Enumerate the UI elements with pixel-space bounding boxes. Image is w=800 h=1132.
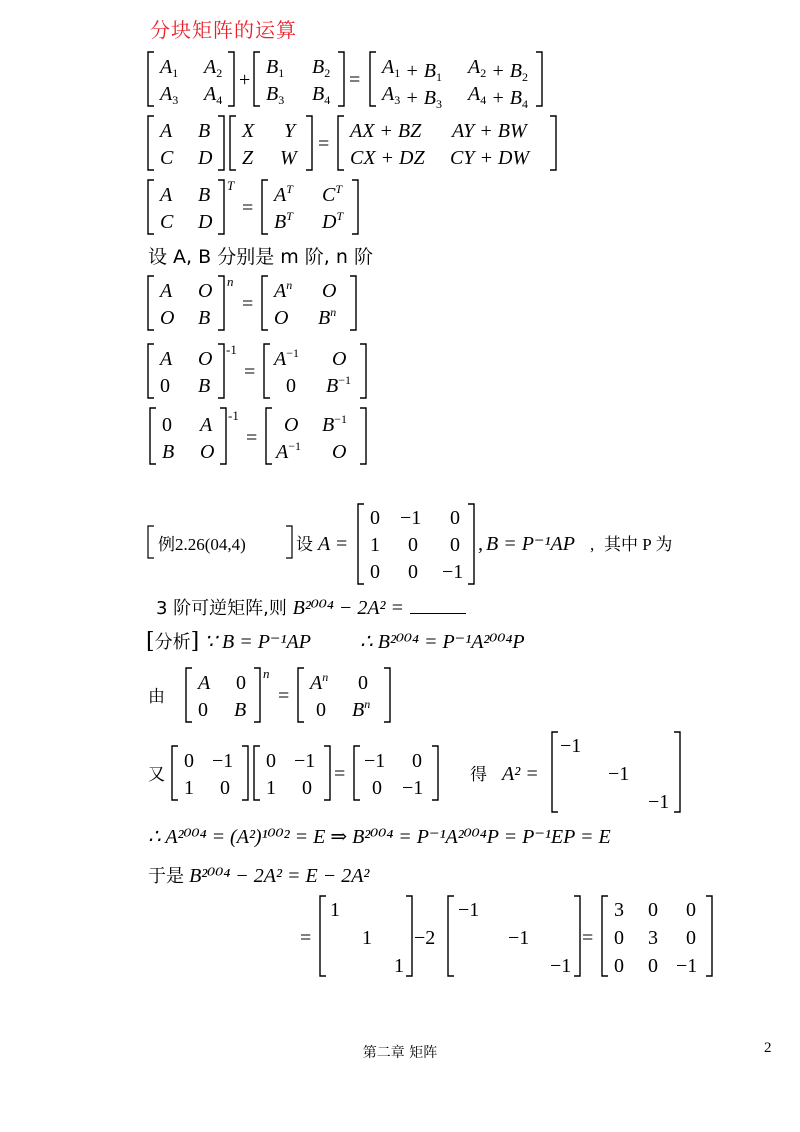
block-inverse-equation-2	[146, 404, 406, 470]
svg-text:T: T	[227, 178, 235, 193]
svg-text:0: 0	[302, 777, 312, 799]
section-title: 分块矩阵的运算	[150, 18, 297, 42]
example-line2: 3 阶可逆矩阵,则 B²⁰⁰⁴ − 2A² =	[156, 594, 466, 620]
svg-text:−1: −1	[550, 955, 572, 977]
block-transpose-equation	[146, 176, 406, 238]
block-multiplication-equation	[146, 112, 566, 174]
svg-text:n: n	[227, 274, 234, 289]
svg-text:AY + BW: AY + BW	[452, 120, 527, 142]
svg-text:B: B	[234, 699, 247, 721]
svg-text:=: =	[300, 927, 312, 949]
order-statement: 设 A, B 分别是 m 阶, n 阶	[148, 246, 373, 268]
page-footer: 第二章 矩阵	[362, 1045, 438, 1061]
svg-text:3: 3	[614, 899, 624, 921]
svg-text:O: O	[274, 307, 289, 329]
matrix-cell: $B_2$	[312, 56, 331, 80]
svg-text:=: =	[336, 533, 348, 555]
svg-text:0: 0	[648, 955, 658, 977]
svg-text:由: 由	[148, 687, 165, 706]
svg-text:O: O	[198, 280, 213, 302]
svg-text:1: 1	[266, 777, 276, 799]
analysis-line: [分析] ∵ B = P⁻¹AP ∴ B²⁰⁰⁴ = P⁻¹A²⁰⁰⁴P	[146, 629, 525, 654]
svg-text:=: =	[242, 197, 254, 219]
svg-text:0: 0	[614, 927, 624, 949]
svg-text:D: D	[198, 211, 213, 233]
svg-text:A: A	[318, 533, 331, 555]
svg-text:0: 0	[358, 672, 368, 694]
svg-text:0: 0	[184, 750, 194, 772]
svg-text:D: D	[198, 147, 213, 169]
svg-text:其中 P 为: 其中 P 为	[604, 535, 673, 554]
svg-text:0: 0	[686, 927, 696, 949]
svg-text:BT: $B^T$	[274, 209, 293, 233]
svg-text:0: 0	[412, 750, 422, 772]
matrix-cell: $A_1 + B_1$	[382, 56, 442, 84]
svg-text:0: 0	[370, 561, 380, 583]
svg-text:B−1: $B^{-1}$	[322, 412, 347, 436]
svg-text:Y: Y	[284, 120, 296, 142]
svg-text:1: 1	[370, 534, 380, 556]
also-equation	[146, 730, 706, 816]
svg-text:1: 1	[394, 955, 404, 977]
svg-text:B−1: $B^{-1}$	[326, 373, 351, 397]
svg-text:O: O	[322, 280, 337, 302]
example-statement	[146, 500, 706, 590]
svg-text:1: 1	[184, 777, 194, 799]
block-addition-equation	[146, 48, 566, 110]
svg-text:,: ,	[590, 535, 595, 554]
svg-text:+: +	[239, 69, 251, 91]
svg-text:A: A	[160, 280, 173, 302]
svg-text:AX + BZ: AX + BZ	[350, 120, 422, 142]
svg-text:−1: −1	[402, 777, 424, 799]
svg-text:An: $A^n$	[274, 278, 293, 302]
svg-text:0: 0	[648, 899, 658, 921]
svg-text:B: B	[162, 441, 175, 463]
svg-text:A² =: A² =	[502, 763, 539, 785]
svg-text:A−1: $A^{-1}$	[276, 439, 301, 463]
svg-text:C: C	[160, 211, 174, 233]
svg-text:=: =	[246, 427, 258, 449]
svg-text:Z: Z	[242, 147, 254, 169]
svg-text:A: A	[160, 348, 173, 370]
svg-text:CT: $C^T$	[322, 182, 343, 206]
svg-text:O: O	[332, 348, 347, 370]
svg-text:X: X	[242, 120, 255, 142]
svg-text:CX + DZ: CX + DZ	[350, 147, 425, 169]
svg-text:Bn: $B^n$	[318, 305, 337, 329]
svg-text:n: n	[263, 666, 270, 681]
svg-text:O: O	[332, 441, 347, 463]
svg-text:B: B	[198, 120, 211, 142]
svg-text:−1: −1	[364, 750, 386, 772]
final-equation	[146, 894, 726, 980]
svg-text:=: =	[334, 763, 346, 785]
svg-text:DT: $D^T$	[322, 209, 344, 233]
svg-text:0: 0	[370, 507, 380, 529]
svg-text:−1: −1	[294, 750, 316, 772]
svg-text:A: A	[160, 184, 173, 206]
svg-text:-1: -1	[228, 408, 239, 423]
matrix-cell: $B_4$	[312, 83, 331, 107]
svg-text:O: O	[200, 441, 215, 463]
svg-text:=: =	[318, 133, 330, 155]
svg-text:An: $A^n$	[310, 670, 329, 694]
svg-text:B = P⁻¹AP: B = P⁻¹AP	[486, 533, 575, 555]
svg-text:0: 0	[450, 507, 460, 529]
svg-text:A: A	[200, 414, 213, 436]
svg-text:AT: $A^T$	[274, 182, 293, 206]
matrix-cell: $A_3$	[160, 83, 179, 107]
svg-text:0: 0	[408, 534, 418, 556]
svg-text:0: 0	[686, 899, 696, 921]
svg-text:设: 设	[296, 535, 313, 554]
svg-text:-1: -1	[226, 342, 237, 357]
svg-text:0: 0	[614, 955, 624, 977]
matrix-cell: $A_2$	[204, 56, 223, 80]
matrix-cell: $B_1$	[266, 56, 285, 80]
svg-text:0: 0	[450, 534, 460, 556]
svg-text:0: 0	[160, 375, 170, 397]
block-power-equation	[146, 272, 406, 334]
matrix-cell: $B_3$	[266, 83, 285, 107]
svg-text:C: C	[160, 147, 174, 169]
svg-text:0: 0	[372, 777, 382, 799]
svg-text:=: =	[582, 927, 594, 949]
svg-text:−1: −1	[442, 561, 464, 583]
svg-text:0: 0	[198, 699, 208, 721]
matrix-cell: $A_3 + B_3$	[382, 83, 442, 110]
svg-text:0: 0	[286, 375, 296, 397]
svg-text:0: 0	[316, 699, 326, 721]
svg-text:A: A	[160, 120, 173, 142]
matrix-cell: $A_2 + B_2$	[468, 56, 528, 84]
svg-text:A: A	[198, 672, 211, 694]
svg-text:CY + DW: CY + DW	[450, 147, 530, 169]
svg-text:−1: −1	[676, 955, 698, 977]
svg-text:−1: −1	[560, 735, 582, 757]
matrix-cell: $A_4$	[204, 83, 223, 107]
svg-text:=: =	[278, 685, 290, 707]
svg-text:0: 0	[266, 750, 276, 772]
svg-text:又: 又	[148, 765, 165, 784]
svg-text:0: 0	[162, 414, 172, 436]
svg-text:−1: −1	[648, 791, 670, 813]
svg-text:−1: −1	[458, 899, 480, 921]
svg-text:3: 3	[648, 927, 658, 949]
svg-text:0: 0	[408, 561, 418, 583]
svg-text:例2.26(04,4): 例2.26(04,4)	[158, 535, 246, 554]
svg-text:1: 1	[362, 927, 372, 949]
svg-text:=: =	[242, 293, 254, 315]
by-equation	[146, 664, 426, 726]
matrix-cell: $A_1$	[160, 56, 179, 80]
svg-text:−1: −1	[212, 750, 234, 772]
matrix-cell: $A_4 + B_4$	[468, 83, 528, 110]
svg-text:得: 得	[470, 765, 487, 784]
svg-text:O: O	[284, 414, 299, 436]
svg-text:0: 0	[236, 672, 246, 694]
svg-text:−1: −1	[508, 927, 530, 949]
page-number: 2	[764, 1040, 772, 1056]
svg-text:−1: −1	[400, 507, 422, 529]
svg-text:B: B	[198, 307, 211, 329]
svg-text:B: B	[198, 375, 211, 397]
svg-text:−2: −2	[414, 927, 436, 949]
svg-text:B: B	[198, 184, 211, 206]
svg-text:1: 1	[330, 899, 340, 921]
answer-blank[interactable]	[410, 599, 466, 614]
svg-text:=: =	[244, 361, 256, 383]
therefore-line: ∴ A²⁰⁰⁴ = (A²)¹⁰⁰² = E ⇒ B²⁰⁰⁴ = P⁻¹A²⁰⁰⁴P = P⁻¹EP = E	[148, 826, 611, 848]
svg-text:=: =	[349, 69, 361, 91]
svg-text:O: O	[160, 307, 175, 329]
svg-text:Bn: $B^n$	[352, 697, 371, 721]
svg-text:A−1: $A^{-1}$	[274, 346, 299, 370]
block-inverse-equation-1	[146, 340, 406, 402]
svg-text:0: 0	[220, 777, 230, 799]
svg-text:−1: −1	[608, 763, 630, 785]
svg-text:,: ,	[478, 533, 483, 555]
so-line: 于是 B²⁰⁰⁴ − 2A² = E − 2A²	[148, 865, 370, 887]
svg-text:O: O	[198, 348, 213, 370]
svg-text:W: W	[280, 147, 297, 169]
